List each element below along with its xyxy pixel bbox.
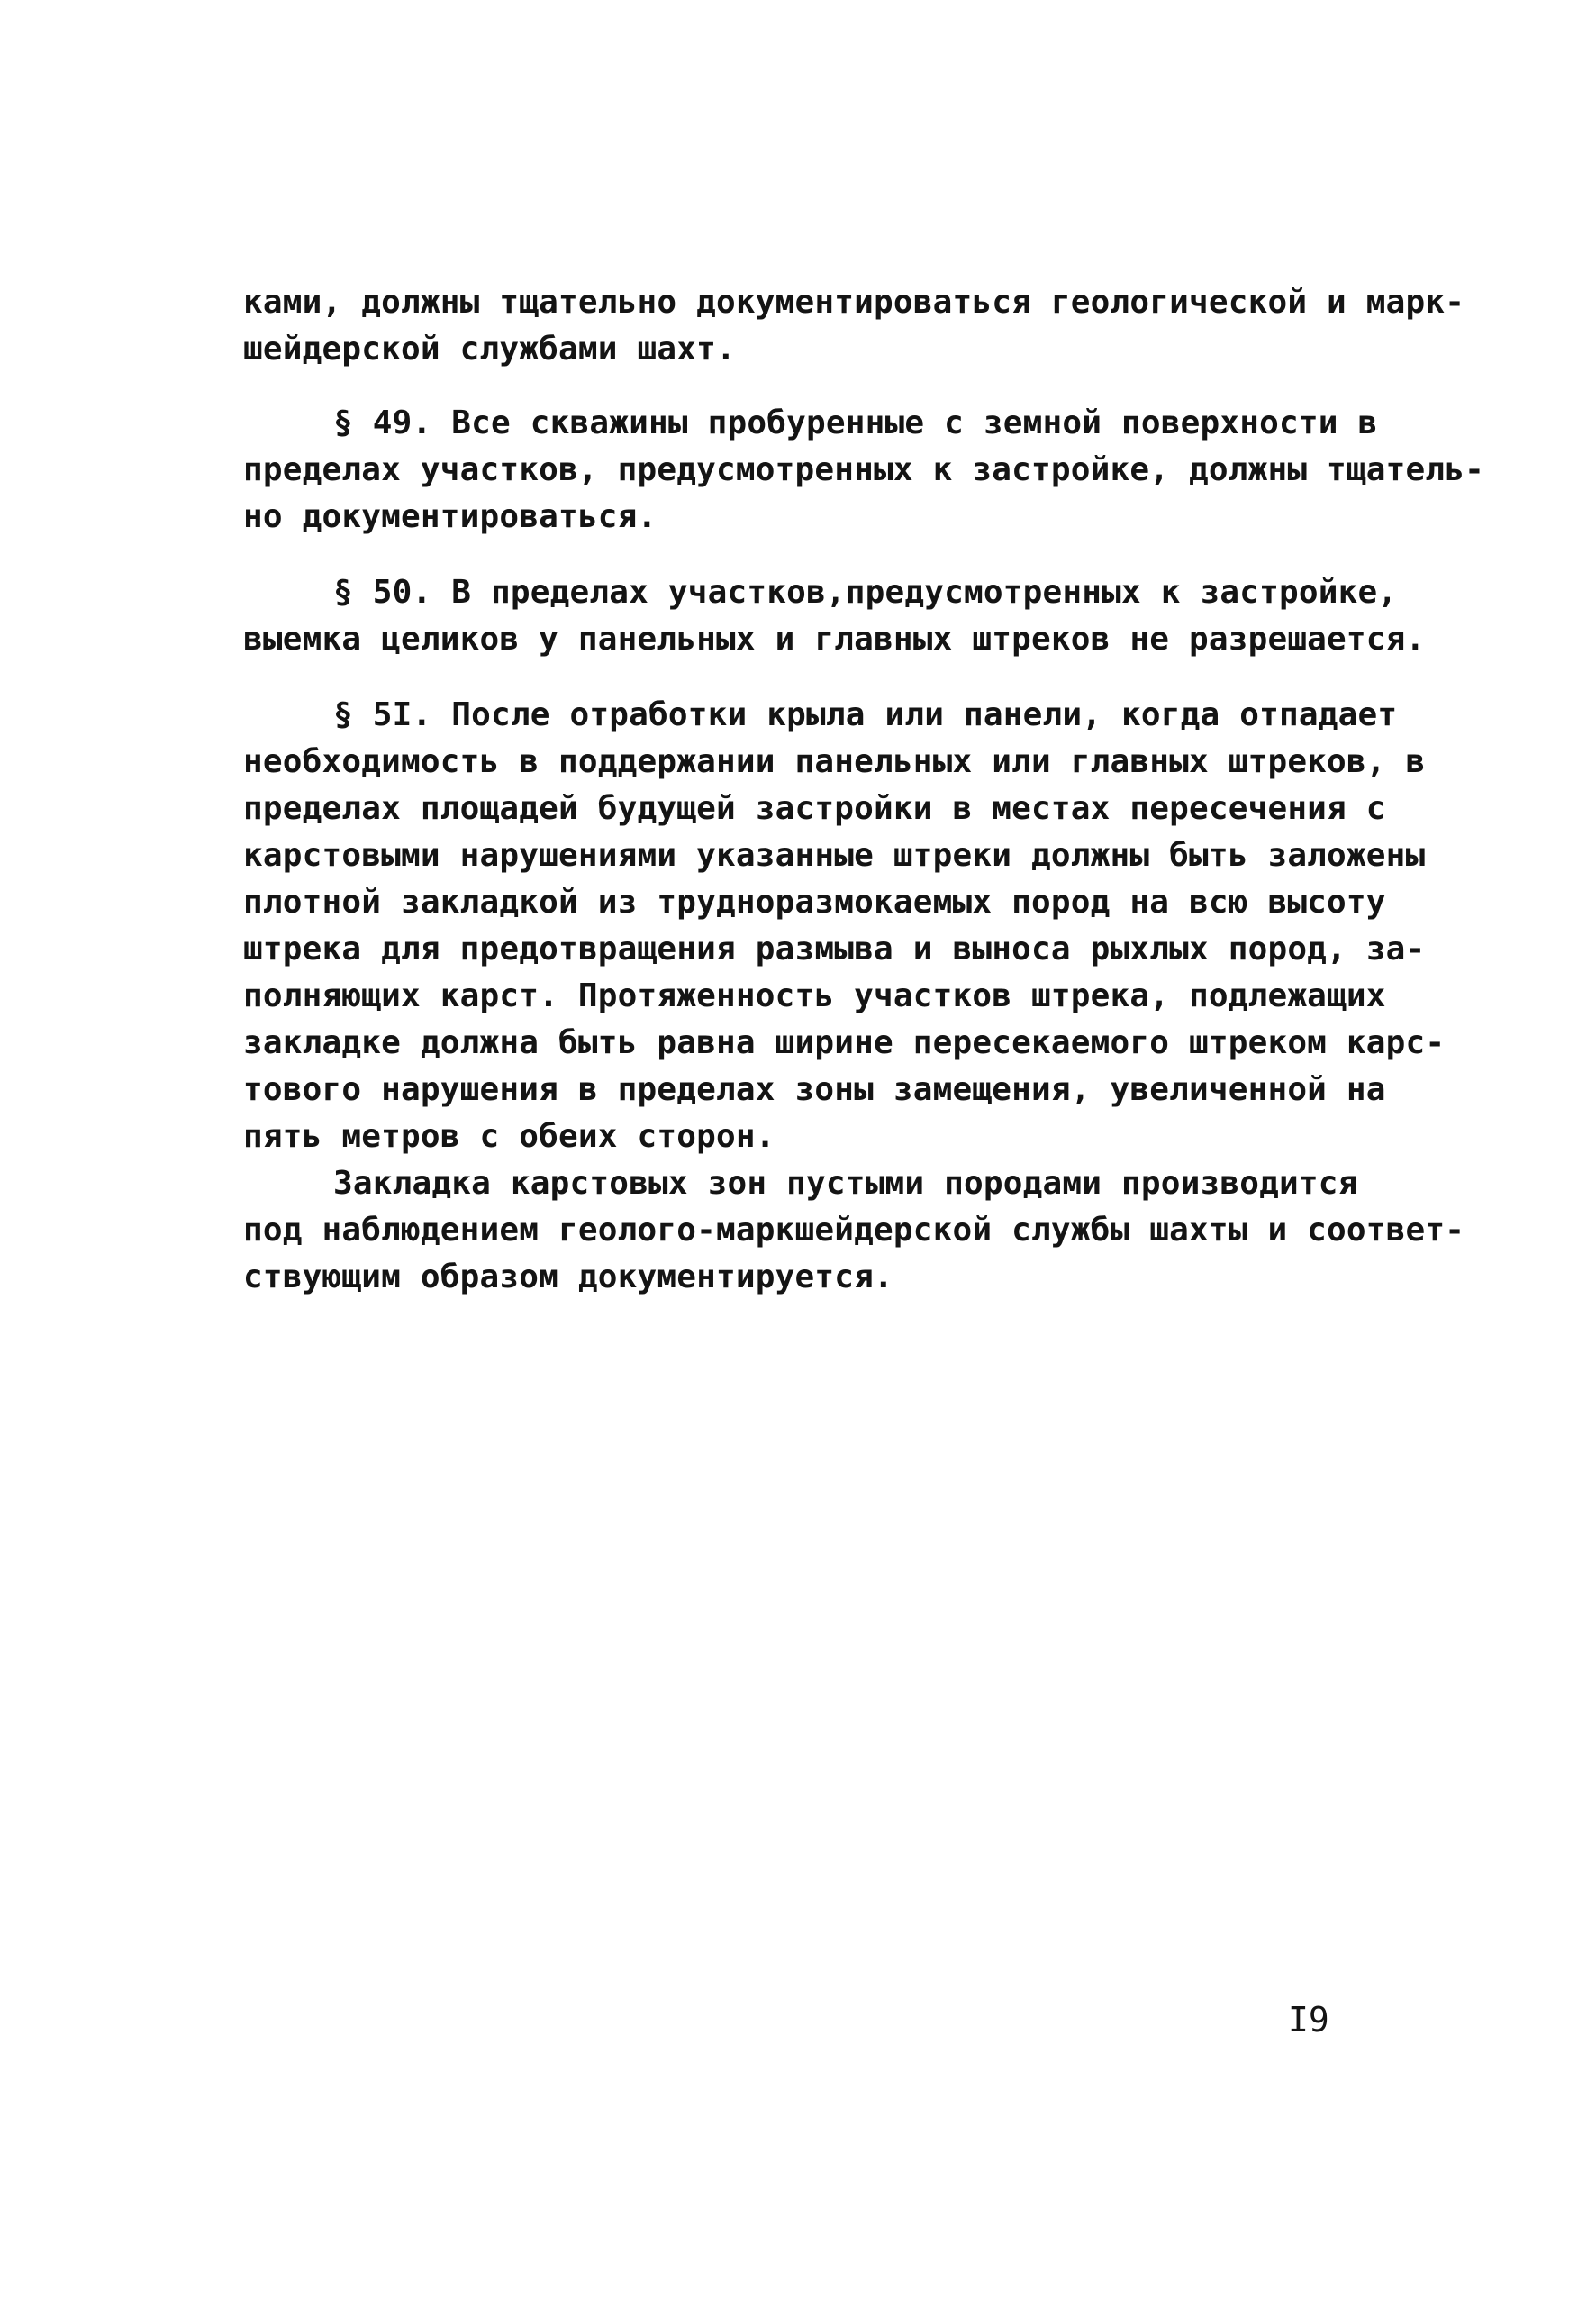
text-line: полняющих карст. Протяженность участков штрека, подлежащих	[243, 977, 1386, 1014]
page-number: I9	[1288, 2000, 1329, 2040]
text-line: под наблюдением геолого-маркшейдерской службы шахты и соответ-	[243, 1212, 1465, 1249]
text-line: пределах площадей будущей застройки в местах пересечения с	[243, 790, 1386, 827]
text-line: пять метров с обеих сторон.	[243, 1118, 775, 1155]
text-line: необходимость в поддержании панельных или главных штреков, в	[243, 743, 1426, 780]
text-line: но документироваться.	[243, 498, 657, 535]
text-line: карстовыми нарушениями указанные штреки должны быть заложены	[243, 837, 1426, 874]
paragraph-49-line: § 49. Все скважины пробуренные с земной поверхности в	[333, 404, 1378, 441]
text-line: тового нарушения в пределах зоны замещения, увеличенной на	[243, 1071, 1386, 1108]
text-line: шейдерской службами шахт.	[243, 331, 736, 368]
text-line: штрека для предотвращения размыва и выноса рыхлых пород, за-	[243, 931, 1426, 968]
closing-paragraph-line: Закладка карстовых зон пустыми породами производится	[333, 1165, 1358, 1202]
text-line: плотной закладкой из трудноразмокаемых пород на всю высоту	[243, 884, 1386, 921]
text-line: пределах участков, предусмотренных к застройке, должны тщатель-	[243, 451, 1485, 488]
paragraph-51-line: § 5I. После отработки крыла или панели, когда отпадает	[333, 696, 1398, 733]
text-line: ками, должны тщательно документироваться геологической и марк-	[243, 284, 1465, 321]
text-line: выемка целиков у панельных и главных штреков не разрешается.	[243, 621, 1426, 658]
text-line: ствующим образом документируется.	[243, 1259, 893, 1295]
paragraph-50-line: § 50. В пределах участков,предусмотренных к застройке,	[333, 574, 1398, 611]
text-line: закладке должна быть равна ширине пересекаемого штреком карс-	[243, 1024, 1446, 1061]
